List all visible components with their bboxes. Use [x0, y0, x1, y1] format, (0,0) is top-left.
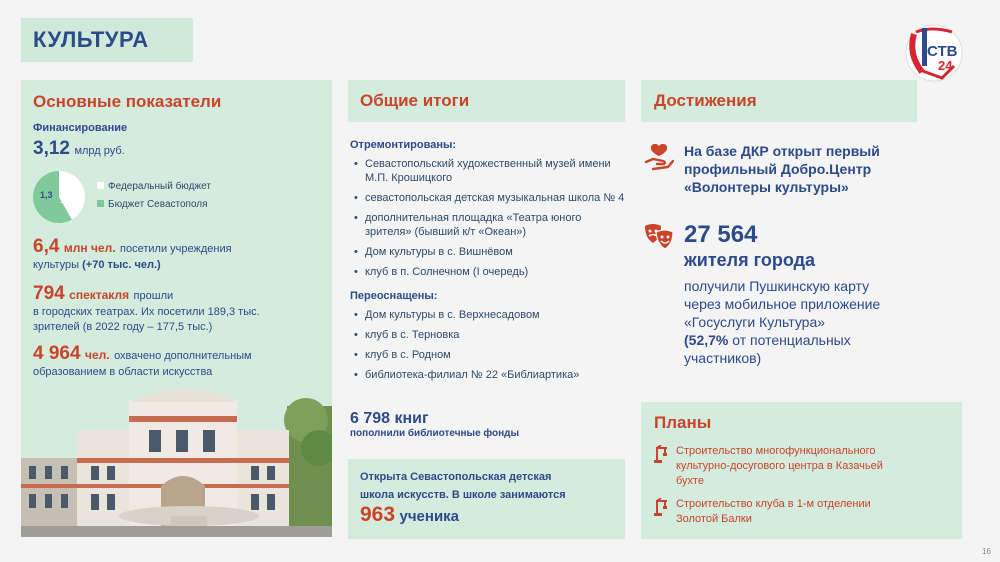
plans-heading: Планы [654, 413, 712, 432]
school-text2: школа искусств. В школе занимаются [360, 489, 566, 501]
visitors-unit: млн чел. [63, 241, 116, 255]
books-number: 6 798 книг [350, 410, 429, 427]
plan-item-line: Строительство клуба в 1-м отделении [676, 498, 871, 510]
plan-item [654, 497, 954, 527]
plays-stat [33, 283, 328, 335]
theater-masks-icon [643, 222, 675, 252]
legend-local [97, 199, 208, 210]
equipped-list [350, 308, 630, 382]
achievement-line: На базе ДКР открыт первый [684, 143, 880, 159]
logo-icon [902, 20, 966, 84]
equipped-item: • клуб в с. Терновка [350, 328, 630, 342]
pie-label-local: 1,81 [60, 195, 78, 205]
equipped-title: Переоснащены: [350, 290, 438, 302]
page-number: 16 [982, 547, 991, 556]
repaired-item: • дополнительная площадка «Театра юного зрителя» (бывший к/т «Океан») [350, 211, 630, 239]
plays-text2: в городских театрах. Их посетили 189,3 тыс. [33, 306, 260, 318]
legend-federal-label: Федеральный бюджет [108, 181, 211, 192]
repaired-title: Отремонтированы: [350, 139, 457, 151]
achievement-volunteers [684, 142, 880, 196]
education-text1: охвачено дополнительным [114, 350, 252, 362]
repaired-item: • клуб в п. Солнечном (I очередь) [350, 265, 630, 279]
achievements-heading: Достижения [654, 91, 757, 110]
art-school-box [348, 459, 625, 539]
general-results-heading: Общие итоги [360, 91, 470, 110]
main-indicators-panel [21, 80, 332, 537]
pushkin-card-unit: жителя города [684, 250, 816, 270]
main-indicators-heading: Основные показатели [33, 92, 222, 111]
school-stat [360, 503, 459, 527]
legend-swatch-local [97, 200, 104, 207]
pushkin-card-line: через мобильное приложение [684, 296, 881, 312]
repaired-item: • Севастопольский художественный музей имени М.П. Крошицкого [350, 157, 630, 185]
plays-text3: зрителей (в 2022 году – 177,5 тыс.) [33, 321, 213, 333]
heart-hand-icon [644, 142, 674, 172]
plan-item [654, 444, 954, 489]
school-text [360, 468, 566, 504]
books-text: пополнили библиотечные фонды [350, 428, 520, 439]
pie-label-federal: 1,3 [40, 190, 53, 200]
pushkin-card-number: 27 564 [684, 221, 758, 248]
legend-local-label: Бюджет Севастополя [108, 199, 208, 210]
visitors-stat [33, 236, 328, 273]
plan-item-line: Строительство многофункционального [676, 445, 876, 457]
page-title: КУЛЬТУРА [33, 27, 149, 52]
repaired-item: • Дом культуры в с. Вишнёвом [350, 245, 630, 259]
plans-list [654, 444, 954, 535]
equipped-item: • клуб в с. Родном [350, 348, 630, 362]
repaired-list [350, 157, 630, 279]
theater-building-image [21, 386, 332, 537]
school-text1: Открыта Севастопольская детская [360, 471, 552, 483]
school-number: 963 [360, 503, 396, 526]
achievement-line: «Волонтеры культуры» [684, 179, 849, 195]
books-stat [350, 410, 519, 439]
plays-unit: спектакля [69, 288, 130, 302]
pushkin-card-last: участников) [684, 350, 762, 366]
visitors-extra: (+70 тыс. чел.) [82, 259, 161, 271]
stv24-logo [902, 20, 966, 84]
pushkin-card-line: получили Пушкинскую карту [684, 278, 870, 294]
pushkin-card-lines [684, 277, 880, 331]
equipped-item: • Дом культуры в с. Верхнесадовом [350, 308, 630, 322]
achievement-line: профильный Добро.Центр [684, 161, 872, 177]
education-unit: чел. [85, 348, 110, 362]
finance-unit: млрд руб. [74, 145, 125, 157]
visitors-text2: культуры [33, 259, 80, 271]
pushkin-card-pct-rest: от потенциальных [732, 332, 851, 348]
logo-number: 24 [938, 58, 953, 73]
general-results-content [350, 139, 630, 388]
school-unit: ученика [399, 508, 460, 525]
crane-icon [654, 498, 668, 516]
legend-federal [97, 181, 211, 192]
page-title-box [21, 18, 193, 62]
repaired-item: • севастопольская детская музыкальная школа № 4 [350, 191, 630, 205]
plan-item-line: культурно-досугового центра в Казачьей [676, 460, 883, 472]
pushkin-card-text [684, 277, 880, 367]
crane-icon [654, 445, 668, 463]
finance-label: Финансирование [33, 122, 128, 134]
budget-pie-chart [32, 170, 86, 224]
visitors-number: 6,4 [33, 236, 60, 257]
plan-item-line: Золотой Балки [676, 513, 752, 525]
equipped-item: • библиотека-филиал № 22 «Библиартика» [350, 368, 630, 382]
achievements-header [641, 80, 917, 122]
education-text2: образованием в области искусства [33, 366, 213, 378]
pushkin-card-line: «Госуслуги Культура» [684, 314, 826, 330]
visitors-text1: посетили учреждения [120, 243, 232, 255]
legend-swatch-federal [97, 182, 104, 189]
plans-panel [641, 402, 962, 539]
plan-item-line: бухте [676, 475, 704, 487]
finance-value: 3,12 [33, 138, 70, 159]
plays-number: 794 [33, 283, 65, 304]
general-results-header [348, 80, 625, 122]
logo-text: СТВ [927, 43, 958, 60]
education-stat [33, 343, 328, 380]
pushkin-card-pct: (52,7% [684, 332, 729, 348]
plays-text1: прошли [133, 290, 174, 302]
education-number: 4 964 [33, 343, 81, 364]
finance-value-row [33, 138, 125, 160]
